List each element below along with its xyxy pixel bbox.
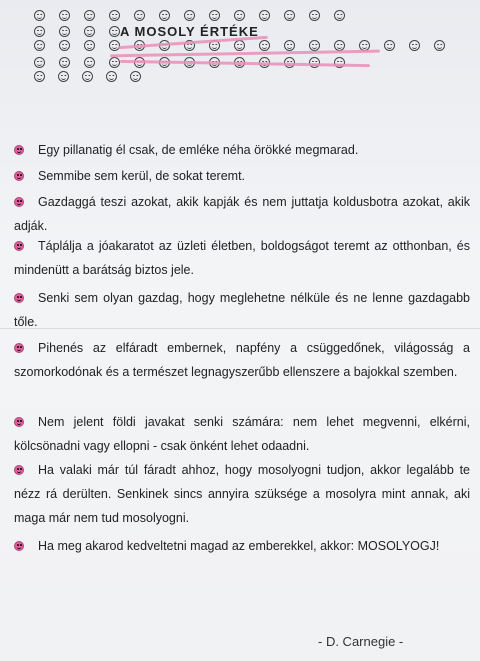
quote-text: Táplálja a jóakaratot az üzleti életben, boldogságot teremt az otthonban, és mindenütt a barátság biztos jele. [14, 239, 470, 277]
quote-text: Ha meg akarod kedveltetni magad az emberekkel, akkor: MOSOLYOGJ! [38, 539, 440, 553]
smiley-icon [59, 57, 70, 68]
smiley-icon [58, 71, 69, 82]
pink-smiley-icon [14, 541, 24, 551]
smiley-icon [34, 57, 45, 68]
header-decoration [0, 0, 480, 95]
smiley-icon [134, 10, 145, 21]
smiley-icon [59, 10, 70, 21]
smiley-icon [284, 10, 295, 21]
smiley-icon [59, 26, 70, 37]
smiley-icon [184, 10, 195, 21]
smiley-icon [109, 57, 120, 68]
pink-smiley-icon [14, 241, 24, 251]
smiley-icon [259, 40, 270, 51]
pink-smiley-icon [14, 171, 24, 181]
quote-item [14, 190, 470, 238]
quote-item [14, 286, 470, 334]
smiley-icon [309, 10, 320, 21]
quote-item [14, 138, 470, 162]
smiley-icon [284, 40, 295, 51]
smiley-icon [84, 40, 95, 51]
smiley-icon [209, 10, 220, 21]
quote-text: Egy pillanatig él csak, de emléke néha örökké megmarad. [38, 143, 359, 157]
smiley-icon [109, 26, 120, 37]
quote-item [14, 410, 470, 458]
smiley-icon [159, 10, 170, 21]
quote-item [14, 534, 470, 558]
smiley-icon [384, 40, 395, 51]
pink-smiley-icon [14, 343, 24, 353]
smiley-icon [34, 71, 45, 82]
pink-smiley-icon [14, 145, 24, 155]
smiley-icon [59, 40, 70, 51]
smiley-icon [84, 10, 95, 21]
pink-smiley-icon [14, 293, 24, 303]
author-signature: - D. Carnegie - [318, 634, 404, 649]
smiley-icon [34, 10, 45, 21]
pink-smiley-icon [14, 197, 24, 207]
quote-item [14, 164, 470, 188]
page-title: A MOSOLY ÉRTÉKE [120, 24, 259, 39]
quote-text: Gazdaggá teszi azokat, akik kapják és nem juttatja koldusbotra azokat, akik adják. [14, 195, 470, 233]
quote-text: Semmibe sem kerül, de sokat teremt. [38, 169, 246, 183]
smiley-icon [106, 71, 117, 82]
quote-item [14, 458, 470, 530]
smiley-icon [434, 40, 445, 51]
smiley-icon [309, 40, 320, 51]
quote-text: Pihenés az elfáradt embernek, napfény a csüggedőnek, világosság a szomorkodónak és a természet legnagyszerűbb ellenszere a bajokkal szemben. [14, 341, 470, 379]
quote-text: Ha valaki már túl fáradt ahhoz, hogy mosolyogni tudjon, akkor legalább te nézz rá derülten. Senkinek sincs annyira szüksége a mosolyra mint annak, aki maga már nem tud mosolyogni. [14, 463, 470, 525]
smiley-icon [130, 71, 141, 82]
pink-smiley-icon [14, 417, 24, 427]
quote-text: Nem jelent földi javakat senki számára: nem lehet megvenni, elkérni, kölcsönadni vagy ellopni - csak önként lehet odaadni. [14, 415, 470, 453]
smiley-icon [82, 71, 93, 82]
smiley-icon [234, 10, 245, 21]
smiley-icon [34, 40, 45, 51]
pink-smiley-icon [14, 465, 24, 475]
smiley-icon [234, 40, 245, 51]
quote-item [14, 234, 470, 282]
smiley-icon [259, 10, 270, 21]
smiley-icon [84, 57, 95, 68]
smiley-icon [334, 10, 345, 21]
smiley-icon [109, 10, 120, 21]
smiley-icon [84, 26, 95, 37]
quote-text: Senki sem olyan gazdag, hogy meglehetne nélküle és ne lenne gazdagabb tőle. [14, 291, 470, 329]
smiley-icon [34, 26, 45, 37]
pink-brush-stroke [120, 60, 370, 67]
smiley-icon [409, 40, 420, 51]
quote-item [14, 336, 470, 384]
